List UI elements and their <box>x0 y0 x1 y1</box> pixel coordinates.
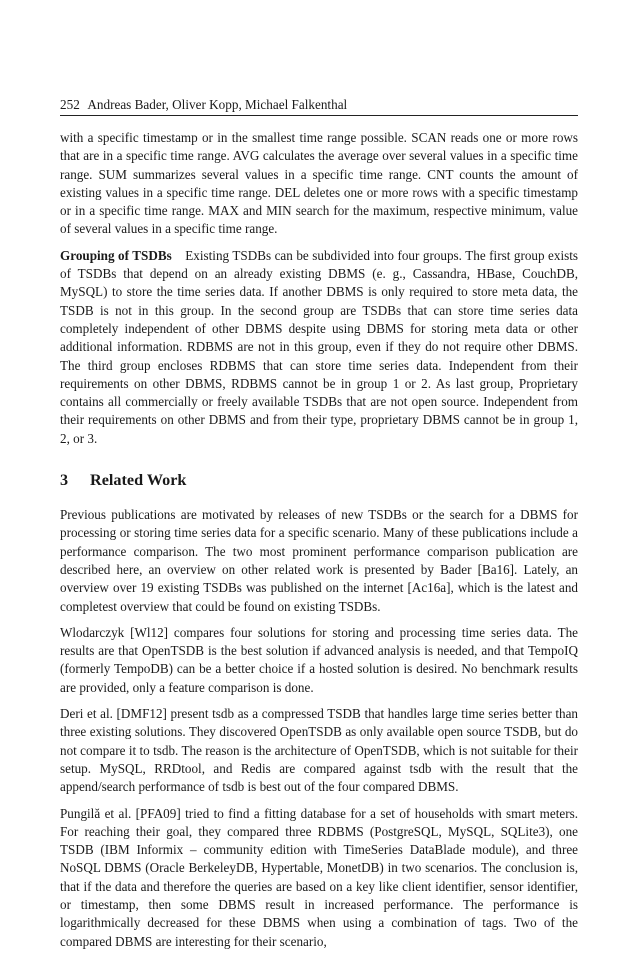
page <box>60 96 578 959</box>
grouping-text: Existing TSDBs can be subdivided into four groups. The first group exists of TSDBs that depend on an already existing DBMS (e. g., Cassandra, HBase, CouchDB, MySQL) to store the time series data. If another DBMS is only required to store meta data, the TSDB is not in this group. In the second group are TSDBs that can store time series data completely independent of other DBMS despite using DBMS for storing meta data or other additional information. RDBMS are not in this group, even if they do not require other DBMS. The third group encloses RDBMS that can store time series data. Independent from their requirements on other DBMS, RDBMS cannot be in group 1 or 2. As last group, Proprietary contains all commercially or freely available TSDBs that are not open source. Independent from their requirements on other DBMS and from their type, proprietary DBMS cannot be in group 1, 2, or 3. <box>60 247 578 446</box>
paragraph-wlodarczyk: Wlodarczyk [Wl12] compares four solutions for storing and processing time series data. The results are that OpenTSDB is the best solution if advanced analysis is needed, and that TempoIQ (formerly TempoDB) can be a better choice if a hosted solution is desired. No benchmark results are provided, only a feature comparison is done. <box>60 624 578 695</box>
paragraph-grouping <box>60 247 578 448</box>
body-text <box>60 129 578 951</box>
running-header <box>60 96 578 116</box>
paragraph-deri: Deri et al. [DMF12] present tsdb as a compressed TSDB that handles large time series better than three existing solutions. They discovered OpenTSDB as only available open source TSDB, but do not compare it to tsdb. The reason is the architecture of OpenTSDB, which is not suitable for their setup. MySQL, RRDtool, and Redis are compared against tsdb with the result that the append/search performance of tsdb is best out of the four compared DBMS. <box>60 706 578 795</box>
section-title: Related Work <box>90 471 187 490</box>
header-authors: Andreas Bader, Oliver Kopp, Michael Falkenthal <box>87 97 348 112</box>
section-heading <box>60 470 578 490</box>
paragraph-operations: with a specific timestamp or in the smallest time range possible. SCAN reads one or more rows that are in a specific time range. AVG calculates the average over several values in a specific time range. SUM summarizes several values in a specific time range. CNT counts the amount of existing values in a specific time range. DEL deletes one or more rows with a specific timestamp or in a specific time range. MAX and MIN search for the maximum, respective minimum, value of several values in a specific time range. <box>60 130 578 237</box>
paragraph-related-intro: Previous publications are motivated by releases of new TSDBs or the search for a DBMS for processing or storing time series data for a specific scenario. Many of these publications include a performance comparison. The two most prominent performance comparison publication are described here, an overview on other related work is presented by Bader [Ba16]. Lately, an overview over 19 existing TSDBs was published on the internet [Ac16a], which is the latest and completest overview that could be found on existing TSDBs. <box>60 507 578 614</box>
section-number: 3 <box>60 471 69 490</box>
grouping-heading: Grouping of TSDBs <box>60 247 172 263</box>
paragraph-pungila: Pungilă et al. [PFA09] tried to find a fitting database for a set of households with smart meters. For reaching their goal, they compared three RDBMS (PostgreSQL, MySQL, SQLite3), one TSDB (IBM Informix – community edition with TimeSeries DataBlade module), and three NoSQL DBMS (Oracle BerkeleyDB, Hypertable, MonetDB) in two scenarios. The conclusion is, that if the data and therefore the queries are based on a key like client identifier, sensor identifier, or timestamp, then some DBMS result in increased performance. The performance is logarithmically decreased for these DBMS when using a combination of tags. Two of the compared DBMS are interesting for their scenario, <box>60 805 578 949</box>
page-number: 252 <box>60 97 80 112</box>
